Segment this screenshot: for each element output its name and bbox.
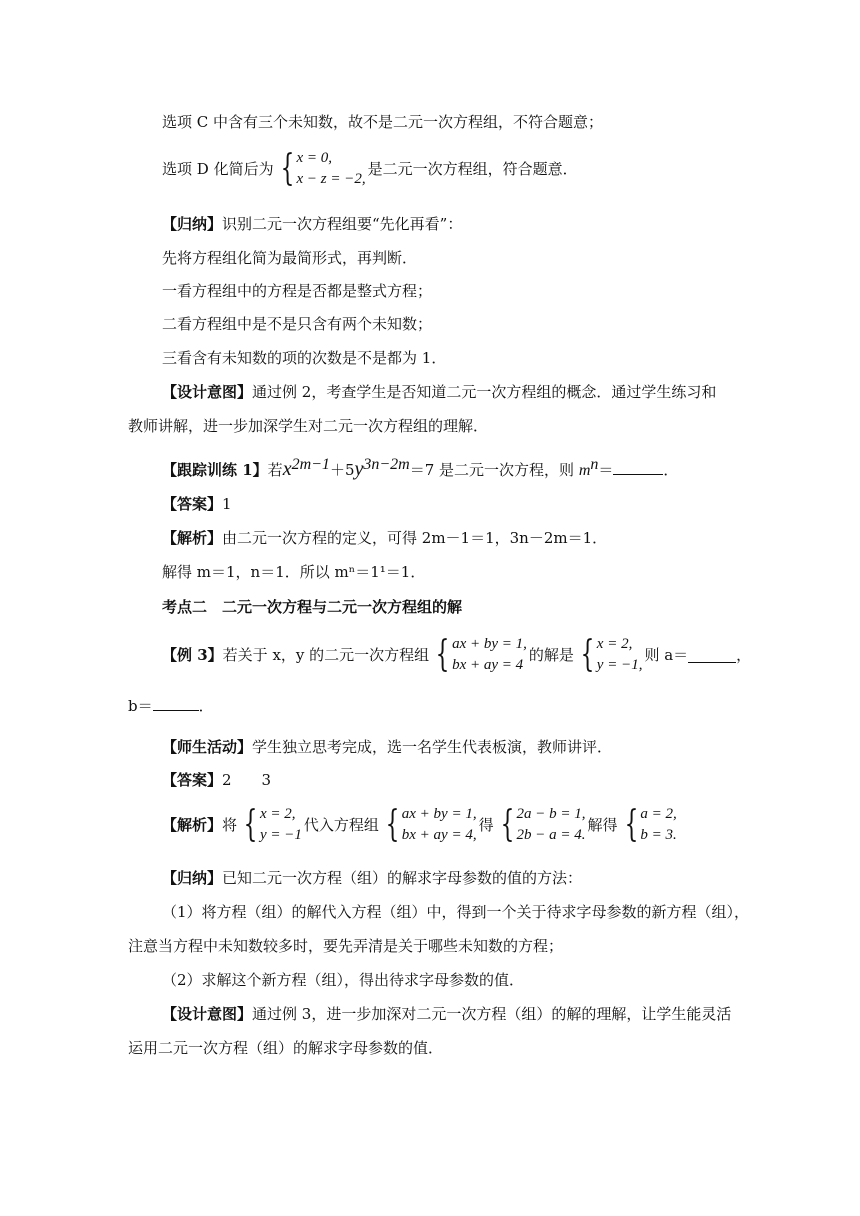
- brace-icon: {: [385, 804, 400, 845]
- brace-icon: {: [280, 148, 294, 189]
- activity-line: [162, 737, 612, 757]
- practice-text: ．: [663, 461, 679, 479]
- summary-2-p2: （2）求解这个新方程（组），得出待求字母参数的值．: [162, 971, 525, 989]
- practice-text: ＋5: [329, 461, 355, 479]
- system-row: 2b − a = 4.: [516, 827, 586, 843]
- equation-system: [381, 804, 477, 846]
- practice-text: 若: [267, 461, 283, 479]
- system-row: x = 2,: [596, 636, 633, 652]
- design-text: 通过例 2，考查学生是否知道二元一次方程组的概念．通过学生练习和: [252, 383, 717, 401]
- analysis-text-cont: 解得 m＝1，n＝1．所以 mⁿ＝1¹＝1．: [162, 563, 426, 581]
- answer-3-line: [162, 770, 271, 790]
- summary-2-p1-cont: 注意当方程中未知数较多时，要先弄清是关于哪些未知数的方程；: [128, 937, 564, 955]
- activity-text: 学生独立思考完成，选一名学生代表板演，教师讲评．: [252, 738, 613, 756]
- brace-icon: {: [580, 634, 595, 675]
- answer-tag: 【答案】: [162, 495, 223, 513]
- summary-item: 二看方程组中是不是只含有两个未知数；: [162, 315, 433, 333]
- example-system: [431, 634, 527, 676]
- summary-item: 先将方程组化简为最简形式，再判断．: [162, 249, 418, 267]
- solution-system: [239, 804, 302, 846]
- substituted-system: [496, 804, 586, 846]
- practice-1-line: [162, 455, 678, 481]
- summary-item: 三看含有未知数的项的次数是不是都为 1．: [162, 349, 447, 367]
- system-row: bx + ay = 4,: [401, 827, 477, 843]
- analysis-3-line: [162, 804, 679, 846]
- comma: ，: [736, 646, 752, 664]
- brace-icon: {: [435, 634, 450, 675]
- example-text: 则 a＝: [644, 646, 689, 664]
- analysis-tag: 【解析】: [162, 529, 223, 547]
- design-3-line: [162, 1004, 731, 1024]
- example-solution: [576, 634, 643, 676]
- result-system: [620, 804, 677, 846]
- brace-icon: {: [624, 804, 638, 845]
- answer-blank-a[interactable]: [688, 648, 736, 663]
- summary-tag: 【归纳】: [162, 869, 223, 887]
- analysis-1-line: [162, 528, 607, 548]
- example-tag: 【例 3】: [162, 646, 223, 664]
- exponent-2: 3n−2m: [363, 456, 410, 473]
- analysis-text: 解得: [587, 816, 618, 834]
- system-row: ax + by = 1,: [401, 806, 477, 822]
- system-row: bx + ay = 4: [452, 657, 524, 673]
- design-intent-line: [162, 382, 716, 402]
- example-text: 的解是: [528, 646, 574, 664]
- analysis-text: 代入方程组: [303, 816, 379, 834]
- analysis-text: 得: [478, 816, 494, 834]
- exponent-1: 2m−1: [291, 456, 330, 473]
- answer-blank[interactable]: [613, 460, 663, 475]
- design-tag: 【设计意图】: [162, 1005, 253, 1023]
- example-text: ．: [198, 697, 214, 715]
- brace-icon: {: [243, 804, 258, 845]
- var-m: m: [578, 462, 591, 479]
- example-3-cont: [128, 696, 214, 716]
- answer-value: 1: [222, 495, 232, 513]
- answer-value: 2 3: [222, 771, 272, 789]
- system-row: y = −1: [259, 827, 302, 843]
- summary-tag: 【归纳】: [162, 215, 223, 233]
- answer-tag: 【答案】: [162, 771, 223, 789]
- analysis-text: 由二元一次方程的定义，可得 2m－1＝1，3n－2m＝1．: [222, 529, 608, 547]
- var-n: n: [590, 456, 599, 473]
- system-row: b = 3.: [640, 827, 677, 843]
- summary-text: 已知二元一次方程（组）的解求字母参数的值的方法：: [222, 869, 583, 887]
- analysis-text: 将: [222, 816, 238, 834]
- system-row: y = −1,: [596, 657, 643, 673]
- summary-item: 一看方程组中的方程是否都是整式方程；: [162, 282, 433, 300]
- example-text: b＝: [128, 697, 153, 715]
- summary-text: 识别二元一次方程组要“先化再看”：: [222, 215, 463, 233]
- example-text: 若关于 x，y 的二元一次方程组: [222, 646, 430, 664]
- activity-tag: 【师生活动】: [162, 738, 253, 756]
- summary-2-p1: （1）将方程（组）的解代入方程（组）中，得到一个关于待求字母参数的新方程（组），: [162, 903, 750, 921]
- system-row: 2a − b = 1,: [516, 806, 586, 822]
- design-text-cont: 教师讲解，进一步加深学生对二元一次方程组的理解．: [128, 417, 489, 435]
- practice-text: ＝: [598, 461, 614, 479]
- summary-2-heading: [162, 868, 582, 888]
- brace-icon: {: [500, 804, 514, 845]
- option-d-line: [162, 148, 578, 190]
- var-y: y: [354, 458, 364, 480]
- design-tag: 【设计意图】: [162, 383, 253, 401]
- system-row: a = 2,: [640, 806, 677, 822]
- design-text: 通过例 3，进一步加深对二元一次方程（组）的解的理解，让学生能灵活: [252, 1005, 732, 1023]
- option-d-text: 选项 D 化简后为: [162, 160, 274, 178]
- analysis-tag: 【解析】: [162, 816, 223, 834]
- answer-blank-b[interactable]: [153, 696, 199, 711]
- system-row: x = 2,: [259, 806, 296, 822]
- practice-tag: 【跟踪训练 1】: [162, 461, 268, 479]
- answer-1-line: [162, 494, 232, 514]
- design-3-cont: 运用二元一次方程（组）的解求字母参数的值．: [128, 1039, 444, 1057]
- system-row: ax + by = 1,: [452, 636, 527, 652]
- practice-text: ＝7 是二元一次方程，则: [409, 461, 575, 479]
- system-row: x = 0,: [296, 150, 333, 166]
- option-d-conclusion: 是二元一次方程组，符合题意．: [367, 160, 578, 178]
- system-row: x − z = −2,: [296, 171, 366, 187]
- var-x: x: [282, 458, 292, 480]
- summary-heading: [162, 214, 462, 234]
- section-heading: 考点二 二元一次方程与二元一次方程组的解: [162, 598, 463, 616]
- option-d-system: [276, 148, 366, 190]
- example-3-line: [162, 634, 751, 676]
- option-c-text: 选项 C 中含有三个未知数，故不是二元一次方程组，不符合题意；: [162, 113, 604, 131]
